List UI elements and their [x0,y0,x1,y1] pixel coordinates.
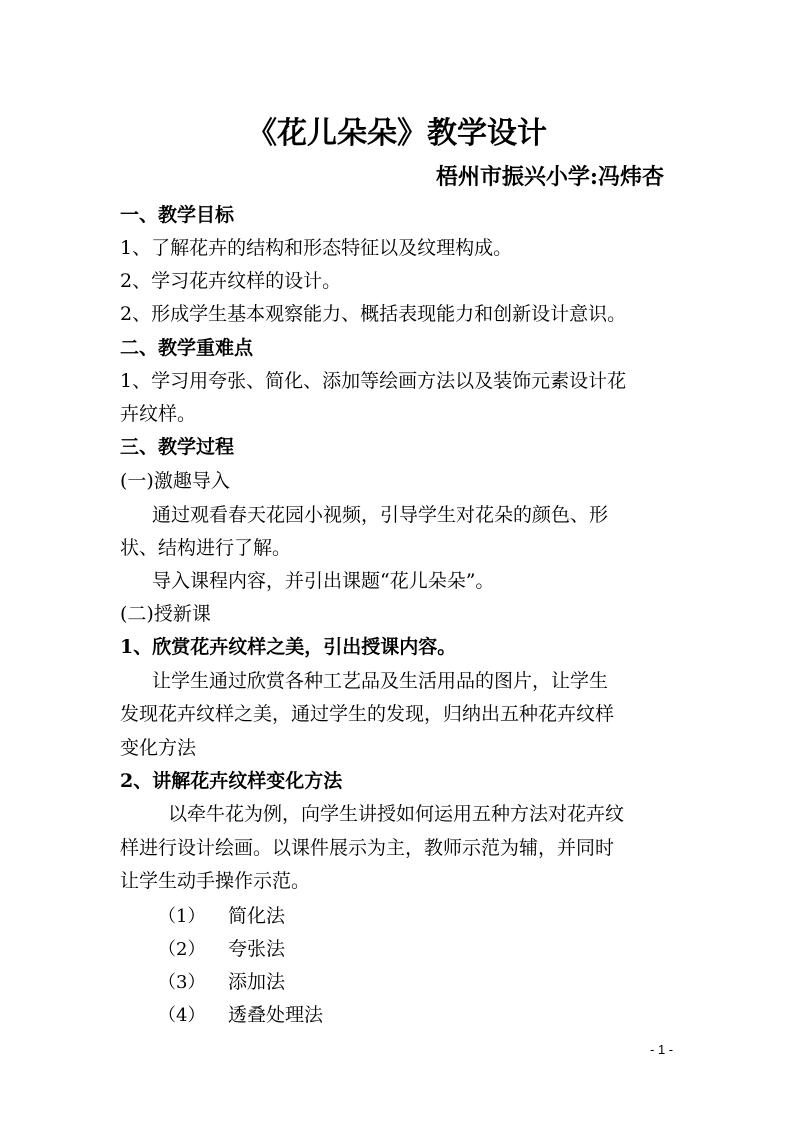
key-point-line: 卉纹样。 [120,403,197,425]
paragraph-line: 发现花卉纹样之美，通过学生的发现，归纳出五种花卉纹样 [120,703,615,725]
paragraph-line: 变化方法 [120,737,197,759]
method-number: （2） [158,939,206,960]
point-heading-methods: 2、讲解花卉纹样变化方法 [120,770,343,792]
method-name: 透叠处理法 [228,1004,324,1026]
paragraph-line: 让学生通过欣赏各种工艺品及生活用品的图片，让学生 [152,670,609,692]
paragraph-line: 状、结构进行了解。 [120,537,292,559]
method-name: 简化法 [228,905,286,927]
section-heading-process: 三、教学过程 [120,436,235,458]
paragraph-line: 导入课程内容，并引出课题“花儿朵朵”。 [152,570,495,592]
key-point-line: 1、学习用夸张、简化、添加等绘画方法以及装饰元素设计花 [120,370,627,392]
section-heading-key-points: 二、教学重难点 [120,337,254,359]
method-name: 夸张法 [228,938,286,960]
paragraph-line: 样进行设计绘画。以课件展示为主，教师示范为辅，并同时 [120,837,615,859]
method-number: （1） [158,906,206,927]
objective-item: 2、形成学生基本观察能力、概括表现能力和创新设计意识。 [120,303,627,325]
paragraph-line: 让学生动手操作示范。 [120,870,311,892]
method-number: （3） [158,972,206,993]
subsection-heading-intro: (一)激趣导入 [120,470,230,492]
subsection-heading-new-lesson: (二)授新课 [120,603,211,625]
page-number: - 1 - [650,1042,674,1057]
method-number: （4） [158,1005,206,1026]
objective-item: 2、学习花卉纹样的设计。 [120,270,342,292]
paragraph-line: 通过观看春天花园小视频，引导学生对花朵的颜色、形 [152,504,609,526]
point-heading-appreciate: 1、欣赏花卉纹样之美，引出授课内容。 [120,636,457,658]
objective-item: 1、了解花卉的结构和形态特征以及纹理构成。 [120,237,513,259]
section-heading-objectives: 一、教学目标 [120,204,235,226]
method-name: 添加法 [228,971,286,993]
paragraph-line: 以牵牛花为例，向学生讲授如何运用五种方法对花卉纹 [168,803,625,825]
document-title: 《花儿朵朵》教学设计 [247,116,547,151]
author-line: 梧州市振兴小学:冯炜杏 [435,164,664,190]
